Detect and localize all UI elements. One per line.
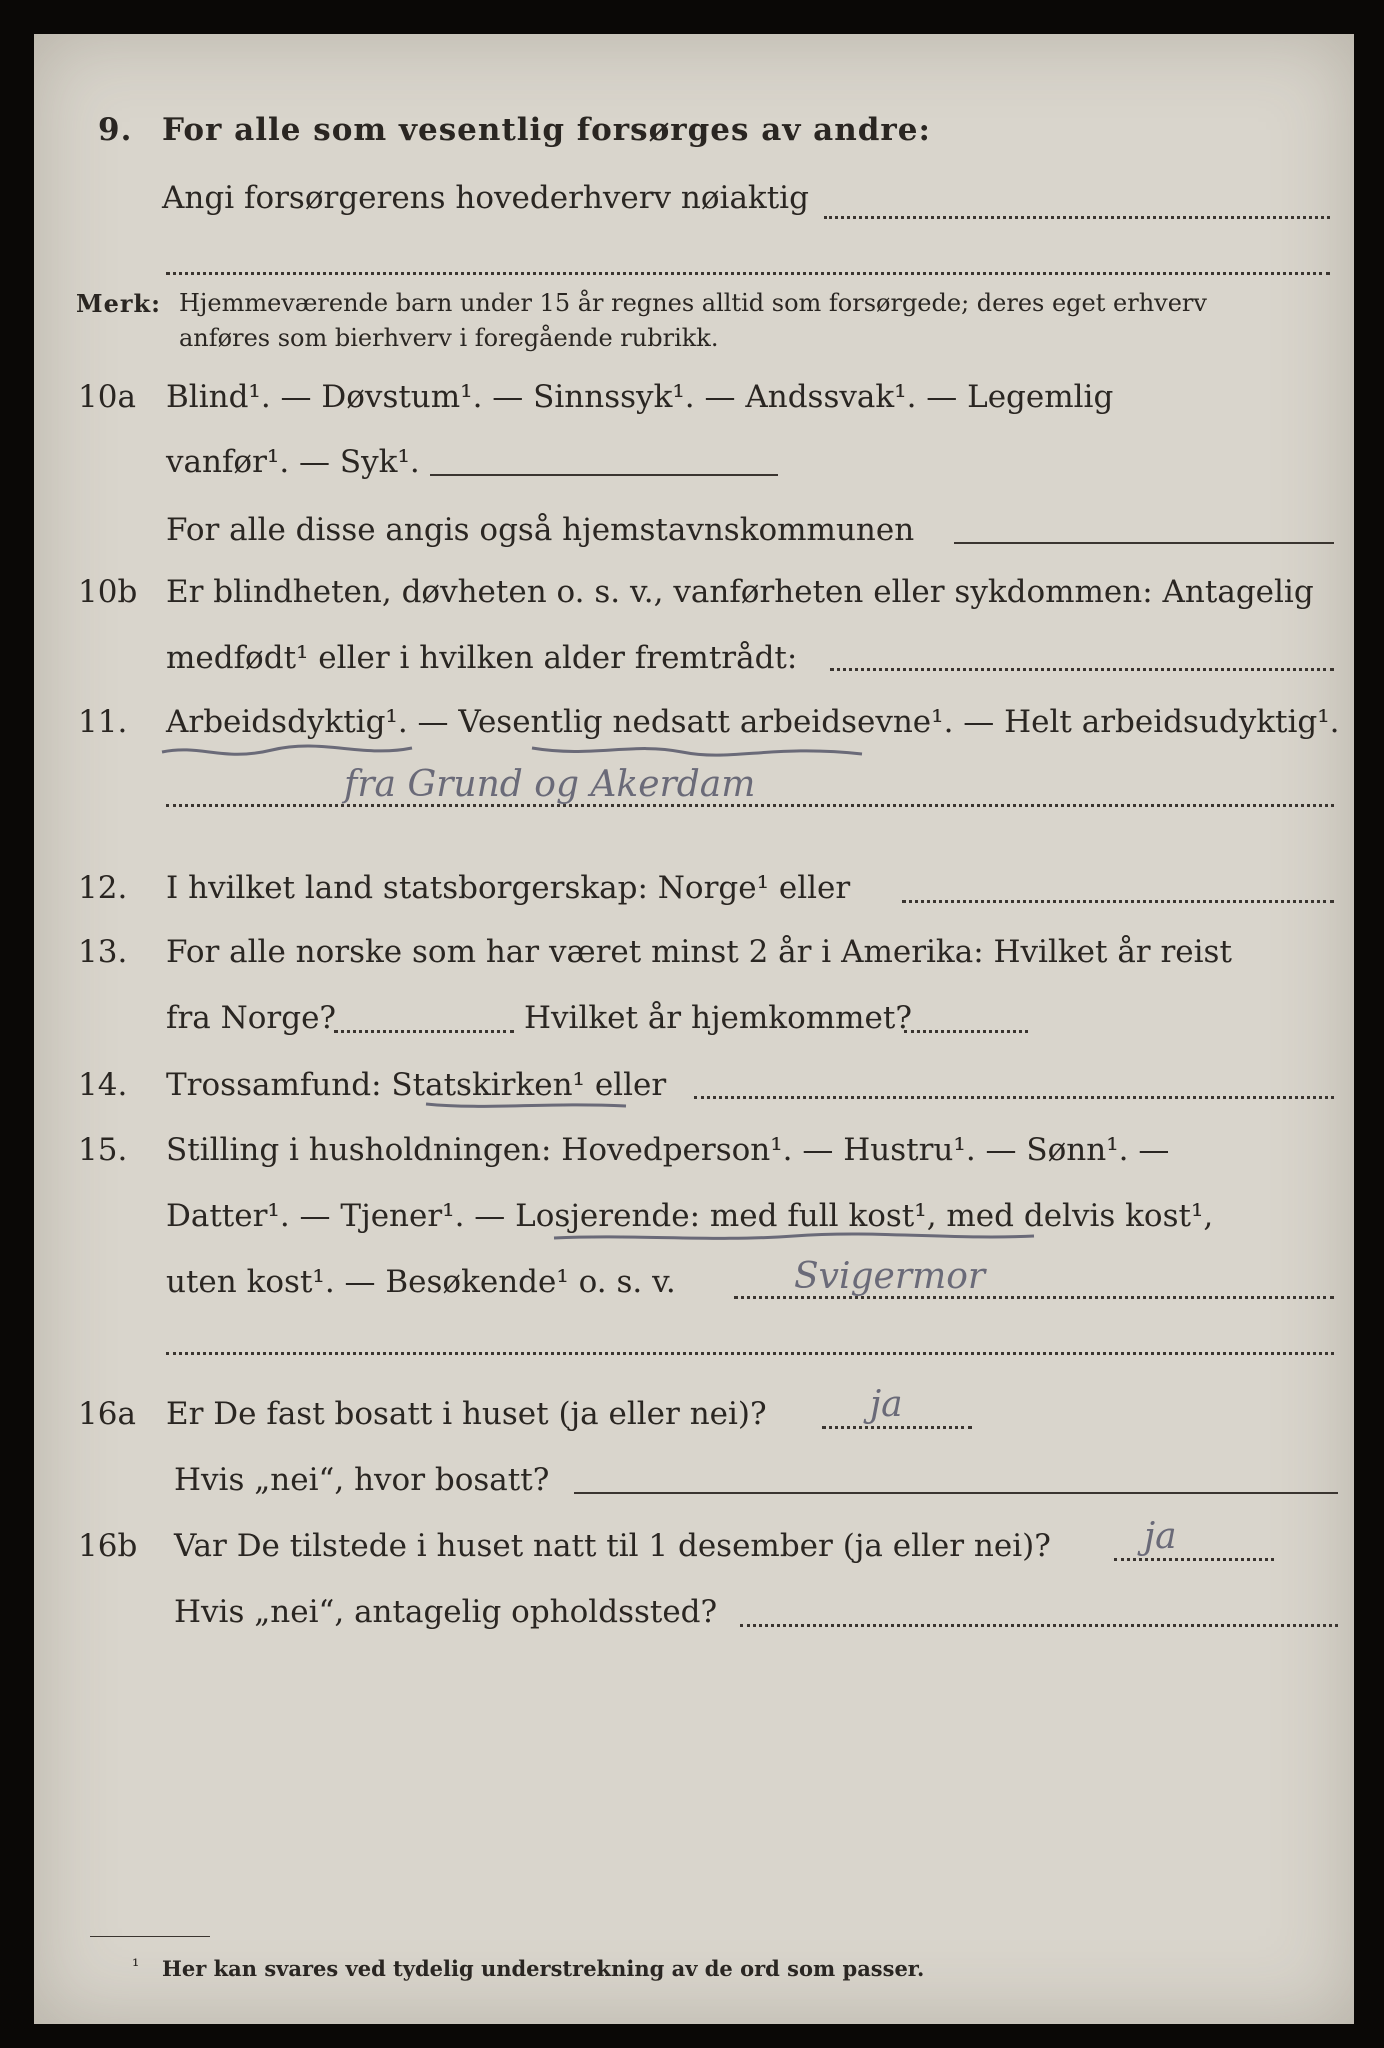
q11-answer-line[interactable] xyxy=(166,804,1334,807)
q14-line1: Trossamfund: Statskirken¹ eller xyxy=(166,1067,667,1103)
q10a-line1: Blind¹. — Døvstum¹. — Sinnssyk¹. — Andssvak¹. — Legemlig xyxy=(166,379,1114,415)
q15-line3: uten kost¹. — Besøkende¹ o. s. v. xyxy=(166,1264,676,1300)
q16a-handwritten-answer: ja xyxy=(870,1384,903,1425)
q15-number: 15. xyxy=(78,1132,128,1168)
q15-answer-line[interactable] xyxy=(734,1296,1334,1299)
q16a-number: 16a xyxy=(78,1396,136,1432)
q9-line2: Angi forsørgerens hovederhverv nøiaktig xyxy=(162,180,809,216)
q10b-number: 10b xyxy=(78,574,138,610)
q16b-line1: Var De tilstede i huset natt til 1 desember (ja eller nei)? xyxy=(174,1528,1051,1564)
q10a-hometown-line[interactable] xyxy=(954,542,1334,544)
q16b-answer-line[interactable] xyxy=(1114,1558,1274,1561)
q14-answer-line[interactable] xyxy=(694,1096,1334,1099)
q11-line1: Arbeidsdyktig¹. — Vesentlig nedsatt arbeidsevne¹. — Helt arbeidsudyktig¹. xyxy=(166,704,1340,740)
q16b-line2: Hvis „nei“, antagelig opholdssted? xyxy=(174,1594,718,1630)
q13-hjemkommet-answer-line[interactable] xyxy=(904,1030,1028,1033)
q13-line2b: Hvilket år hjemkommet? xyxy=(524,1000,912,1036)
q16b-number: 16b xyxy=(78,1528,138,1564)
q15-line1: Stilling i husholdningen: Hovedperson¹. — Hustru¹. — Sønn¹. — xyxy=(166,1132,1170,1168)
q13-line1: For alle norske som har været minst 2 år i Amerika: Hvilket år reist xyxy=(166,934,1232,970)
q9-answer-line-2[interactable] xyxy=(166,272,1330,275)
q15-underline-stroke xyxy=(554,1230,1054,1250)
q10b-answer-line[interactable] xyxy=(830,668,1334,671)
q13-number: 13. xyxy=(78,934,128,970)
q10a-line3: For alle disse angis også hjemstavnskommunen xyxy=(166,512,915,548)
q15-handwritten-answer: Svigermor xyxy=(794,1256,986,1297)
q15-answer-line-2[interactable] xyxy=(166,1352,1334,1355)
q11-handwritten-answer: fra Grund og Akerdam xyxy=(344,764,756,805)
q14-number: 14. xyxy=(78,1067,128,1103)
footnote-rule xyxy=(90,1936,210,1937)
q12-line1: I hvilket land statsborgerskap: Norge¹ eller xyxy=(166,870,851,906)
q10a-number: 10a xyxy=(78,379,136,415)
q16b-opholdssted-answer-line[interactable] xyxy=(740,1624,1338,1627)
q11-number: 11. xyxy=(78,704,128,740)
q14-underline-stroke xyxy=(426,1098,646,1118)
q13-reist-answer-line[interactable] xyxy=(334,1030,514,1033)
q10b-line1: Er blindheten, døvheten o. s. v., vanførheten eller sykdommen: Antagelig xyxy=(166,574,1314,610)
q9-line1: For alle som vesentlig forsørges av andre: xyxy=(162,112,931,148)
footnote-text: Her kan svares ved tydelig understrekning av de ord som passer. xyxy=(162,1956,925,1981)
q12-number: 12. xyxy=(78,870,128,906)
merk-line2: anføres som bierhverv i foregående rubrikk. xyxy=(179,324,719,352)
merk-label: Merk: xyxy=(76,289,161,318)
q12-answer-line[interactable] xyxy=(902,900,1334,903)
merk-line1: Hjemmeværende barn under 15 år regnes alltid som forsørgede; deres eget erhverv xyxy=(179,289,1207,317)
q16a-answer-line[interactable] xyxy=(822,1426,972,1429)
q15-line2: Datter¹. — Tjener¹. — Losjerende: med full kost¹, med delvis kost¹, xyxy=(166,1198,1214,1234)
q10b-line2: medfødt¹ eller i hvilken alder fremtrådt: xyxy=(166,640,798,676)
q16b-handwritten-answer: ja xyxy=(1144,1516,1177,1557)
q10a-answer-line[interactable] xyxy=(430,474,778,476)
q16a-bosatt-answer-line[interactable] xyxy=(574,1492,1338,1494)
q10a-line2: vanfør¹. — Syk¹. xyxy=(166,444,420,480)
q13-line2a: fra Norge? xyxy=(166,1000,337,1036)
q16a-line2: Hvis „nei“, hvor bosatt? xyxy=(174,1462,550,1498)
footnote-mark: ¹ xyxy=(132,1956,140,1977)
census-form-page xyxy=(34,34,1354,2024)
q9-answer-line[interactable] xyxy=(824,216,1330,219)
q9-number: 9. xyxy=(98,112,133,148)
q16a-line1: Er De fast bosatt i huset (ja eller nei)? xyxy=(166,1396,767,1432)
